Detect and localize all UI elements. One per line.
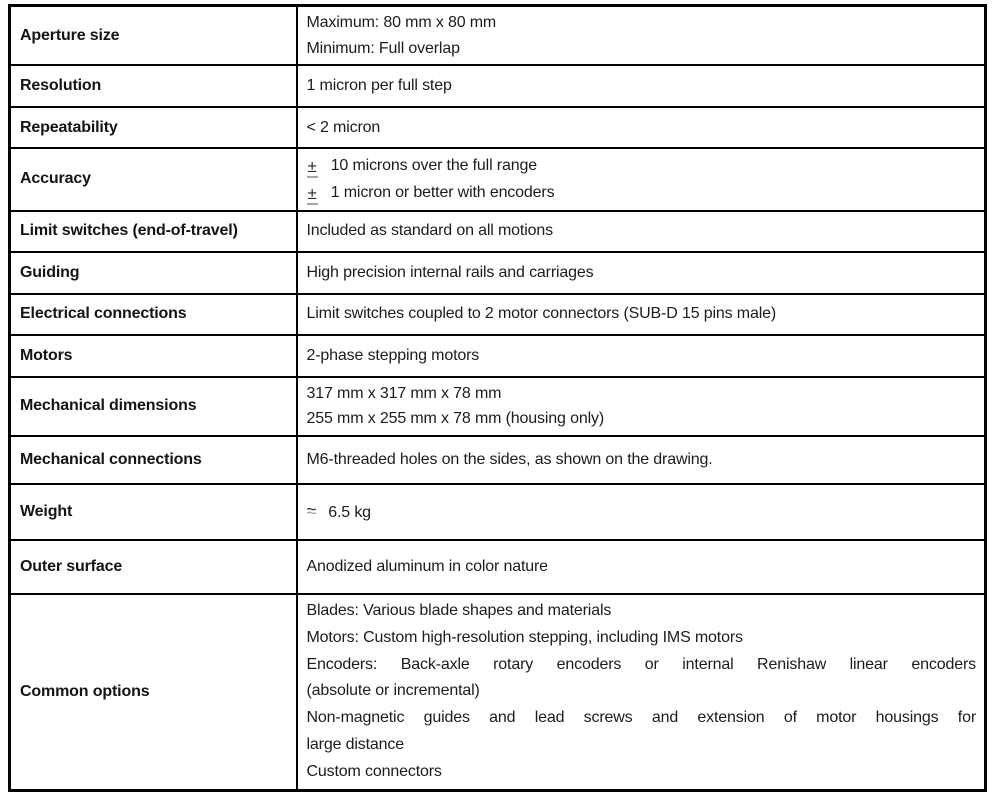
table-row-weight — [10, 484, 986, 540]
specifications-table-body — [10, 6, 986, 791]
spec-label-text: Aperture size — [20, 26, 120, 44]
spec-label-text: Mechanical connections — [20, 450, 202, 468]
value-line-text: 1 micron or better with encoders — [330, 184, 555, 202]
spec-label-aperture-size — [10, 6, 297, 66]
value-line: Custom connectors — [306, 763, 442, 780]
value-line: Anodized aluminum in color nature — [306, 557, 548, 575]
spec-value-weight — [297, 484, 986, 540]
value-line: Encoders: Back-axle rotary encoders or internal Renishaw linear encoders — [306, 655, 976, 673]
value-line: Included as standard on all motions — [306, 222, 553, 240]
spec-value-mechanical-dimensions — [297, 377, 986, 436]
spec-value-accuracy — [297, 148, 986, 210]
spec-label-text: Weight — [20, 502, 73, 520]
spec-label-text: Limit switches (end-of-travel) — [20, 222, 238, 240]
spec-label-text: Common options — [20, 682, 150, 700]
spec-value-outer-surface — [297, 540, 986, 594]
value-line: 255 mm x 255 mm x 78 mm (housing only) — [306, 410, 605, 428]
spec-value-motors — [297, 335, 986, 377]
spec-value-aperture-size — [297, 6, 986, 66]
spec-label-text: Accuracy — [20, 170, 91, 188]
value-line: Limit switches coupled to 2 motor connectors (SUB-D 15 pins male) — [306, 305, 777, 323]
table-row-outer-surface — [10, 540, 986, 594]
spec-label-text: Guiding — [20, 263, 80, 281]
value-line: < 2 micron — [306, 118, 381, 136]
specifications-table — [8, 4, 987, 792]
spec-label-mechanical-dimensions — [10, 377, 297, 436]
table-row-mechanical-dimensions — [10, 377, 986, 436]
spec-label-text: Outer surface — [20, 557, 123, 575]
value-line: M6-threaded holes on the sides, as shown on the drawing. — [306, 450, 713, 468]
value-line — [307, 152, 977, 179]
value-line: High precision internal rails and carriages — [306, 263, 594, 281]
spec-label-guiding — [10, 252, 297, 294]
approximately-equal-symbol: ≈ — [307, 497, 317, 526]
plus-minus-symbol: ± — [307, 157, 317, 177]
spec-label-mechanical-connections — [10, 436, 297, 484]
value-line — [307, 179, 977, 206]
spec-label-accuracy — [10, 148, 297, 210]
spec-label-limit-switches — [10, 211, 297, 252]
value-line-text: 6.5 kg — [328, 504, 371, 522]
spec-label-motors — [10, 335, 297, 377]
table-row-accuracy — [10, 148, 986, 210]
value-line: large distance — [306, 736, 405, 754]
spec-value-guiding — [297, 252, 986, 294]
value-line: 2-phase stepping motors — [306, 346, 480, 364]
value-line: 317 mm x 317 mm x 78 mm — [306, 384, 502, 402]
spec-label-repeatability — [10, 107, 297, 148]
spec-value-resolution — [297, 65, 986, 107]
spec-label-weight — [10, 484, 297, 540]
value-line: Maximum: 80 mm x 80 mm — [306, 14, 497, 31]
spec-value-limit-switches — [297, 211, 986, 252]
table-row-aperture-size — [10, 6, 986, 66]
table-row-resolution — [10, 65, 986, 107]
spec-label-text: Electrical connections — [20, 305, 187, 323]
table-row-common-options — [10, 594, 986, 791]
table-row-electrical-connections — [10, 294, 986, 335]
value-line: 1 micron per full step — [306, 77, 452, 95]
spec-label-outer-surface — [10, 540, 297, 594]
spec-label-resolution — [10, 65, 297, 107]
table-row-limit-switches — [10, 211, 986, 252]
value-line-text: 10 microns over the full range — [330, 157, 537, 175]
spec-value-repeatability — [297, 107, 986, 148]
value-line: Motors: Custom high-resolution stepping, including IMS motors — [306, 628, 743, 646]
value-line: Blades: Various blade shapes and materials — [306, 601, 612, 619]
table-row-guiding — [10, 252, 986, 294]
spec-value-electrical-connections — [297, 294, 986, 335]
value-line — [307, 497, 977, 526]
plus-minus-symbol: ± — [307, 184, 317, 204]
value-line: Minimum: Full overlap — [306, 39, 460, 57]
spec-label-electrical-connections — [10, 294, 297, 335]
spec-label-common-options — [10, 594, 297, 791]
spec-label-text: Repeatability — [20, 118, 118, 136]
spec-value-mechanical-connections — [297, 436, 986, 484]
table-row-motors — [10, 335, 986, 377]
table-row-mechanical-connections — [10, 436, 986, 484]
value-line: Non-magnetic guides and lead screws and extension of motor housings for — [306, 709, 976, 727]
value-line: (absolute or incremental) — [306, 682, 480, 700]
table-row-repeatability — [10, 107, 986, 148]
spec-value-common-options — [297, 594, 986, 791]
spec-label-text: Mechanical dimensions — [20, 397, 197, 415]
spec-label-text: Motors — [20, 346, 73, 364]
spec-label-text: Resolution — [20, 77, 102, 95]
